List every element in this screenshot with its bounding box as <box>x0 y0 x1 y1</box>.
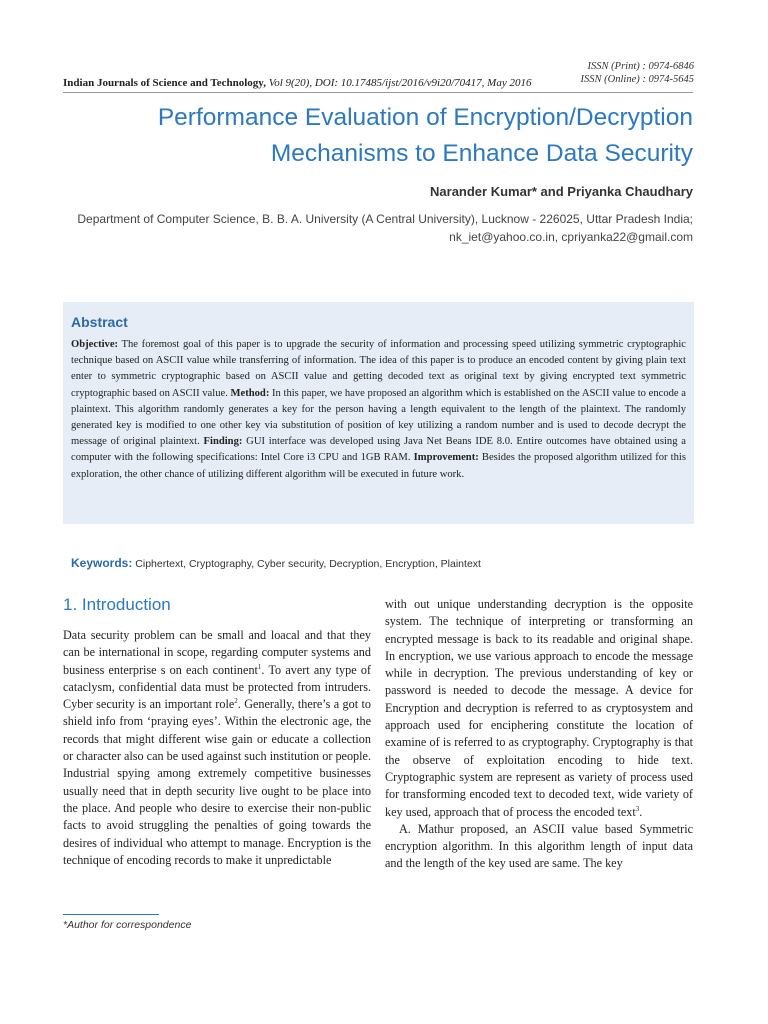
keywords-text: Ciphertext, Cryptography, Cyber security, Decryption, Encryption, Plaintext <box>132 558 481 570</box>
method-text: In this paper, we have proposed an algorithm which is established on the ASCII value to encode a plaintext. This algorithm randomly generates a key for the person having a length equivalent to the length of the plaintext. The randomly generated key is modified to one other key via substitution of position of key utilizing a random number and is used to decode decrypt the message of original plaintext. <box>71 387 686 448</box>
method-label: Method: <box>230 387 270 399</box>
issn-block <box>581 60 694 86</box>
intro-text-c: . Generally, there’s a got to shield info from ‘praying eyes’. Within the electronic age, the records that might different wise gain or educate a collection or character also can be used against such institution or people. Industrial spying among extremely competitive businesses usually need that in depth security live ought to be place into the place. And people who desire to exercise their non-public facts to avoid struggling the penalties of going towards the desires of individual who attempt to manage. Encryption is the technique of encoding records to make it unpredictable <box>63 697 371 867</box>
keywords <box>71 556 481 570</box>
footnote-divider <box>63 914 159 915</box>
finding-text: GUI interface was developed using Java Net Beans IDE 8.0. Entire outcomes have obtained using a computer with the following specifications: Intel Core i3 CPU and 1GB RAM. <box>71 436 686 464</box>
intro-text-d-end: . <box>639 804 643 819</box>
footnote: *Author for correspondence <box>63 919 192 931</box>
objective-text: The foremost goal of this paper is to upgrade the security of information and processing speed utilizing symmetric cryptographic technique based on ASCII value while transferring of information. The idea of this paper is to produce an encoded content by giving plain text enter to symmetric cryptographic based on ASCII value and getting decoded text as original text by giving encrypted text symmetric cryptographic based on ASCII value. <box>71 339 686 399</box>
affiliation-line: Department of Computer Science, B. B. A. University (A Central University), Lucknow - 226025, Uttar Pradesh India; <box>77 212 693 226</box>
journal-meta: Vol 9(20), DOI: 10.17485/ijst/2016/v9i20/70417, May 2016 <box>268 77 532 89</box>
right-column <box>385 596 693 873</box>
objective-label: Objective: <box>71 339 119 350</box>
journal-name: Indian Journals of Science and Technology, <box>63 77 266 89</box>
authors: Narander Kumar* and Priyanka Chaudhary <box>430 184 693 199</box>
abstract-heading: Abstract <box>71 314 128 330</box>
improvement-text: Besides the proposed algorithm utilized for this exploration, the other chance of utilizing different algorithm will be executed in future work. <box>71 452 686 480</box>
affiliation <box>60 210 693 246</box>
keywords-label: Keywords: <box>71 556 133 570</box>
intro-text-a: Data security problem can be small and loacal and that they can be international in scope, regarding computer systems and business enterprise s on each continent <box>63 628 371 677</box>
section-heading-introduction: 1. Introduction <box>63 595 171 614</box>
title-line-2: Mechanisms to Enhance Data Security <box>270 140 693 167</box>
intro-paragraph-2: A. Mathur proposed, an ASCII value based Symmetric encryption algorithm. In this algorithm length of input data and the length of the key used are same. The key <box>385 821 693 871</box>
abstract-body <box>71 337 686 483</box>
improvement-label: Improvement: <box>413 452 479 464</box>
citation-1: 1 <box>257 662 262 671</box>
finding-label: Finding: <box>203 436 243 448</box>
issn-online: ISSN (Online) : 0974-5645 <box>580 74 694 85</box>
intro-text-d: with out unique understanding decryption is the opposite system. The technique of interpreting or transforming an encrypted message is back to its readable and original shape. In encryption, we use various approach to encode the message while in decryption. The previous understanding of key or password is needed to decode the message. A device for Encryption and decryption is referred to as cryptosystem and approach used for enciphering constitute the location of examine of is referred to as cryptography. Cryptography is that the observe of exploitation encoding to hide text. Cryptographic system are represent as variety of process used for transforming encoded text to decoded text, wide variety of key used, approach that of process the encoded text <box>385 597 693 819</box>
header-divider <box>63 92 693 93</box>
issn-print: ISSN (Print) : 0974-6846 <box>587 61 694 72</box>
citation-2: 2 <box>234 697 238 706</box>
intro-paragraph-continued <box>385 596 693 821</box>
paper-title <box>70 100 693 172</box>
title-line-1: Performance Evaluation of Encryption/Decryption <box>157 104 693 131</box>
citation-3: 3 <box>635 804 640 813</box>
left-column <box>63 627 371 869</box>
journal-citation <box>63 77 533 89</box>
intro-text-b: . To avert any type of cataclysm, confidential data must be protected from intruders. Cyber security is an important role <box>63 662 371 712</box>
intro-paragraph-1 <box>63 627 371 869</box>
author-emails: nk_iet@yahoo.co.in, cpriyanka22@gmail.com <box>449 230 693 244</box>
